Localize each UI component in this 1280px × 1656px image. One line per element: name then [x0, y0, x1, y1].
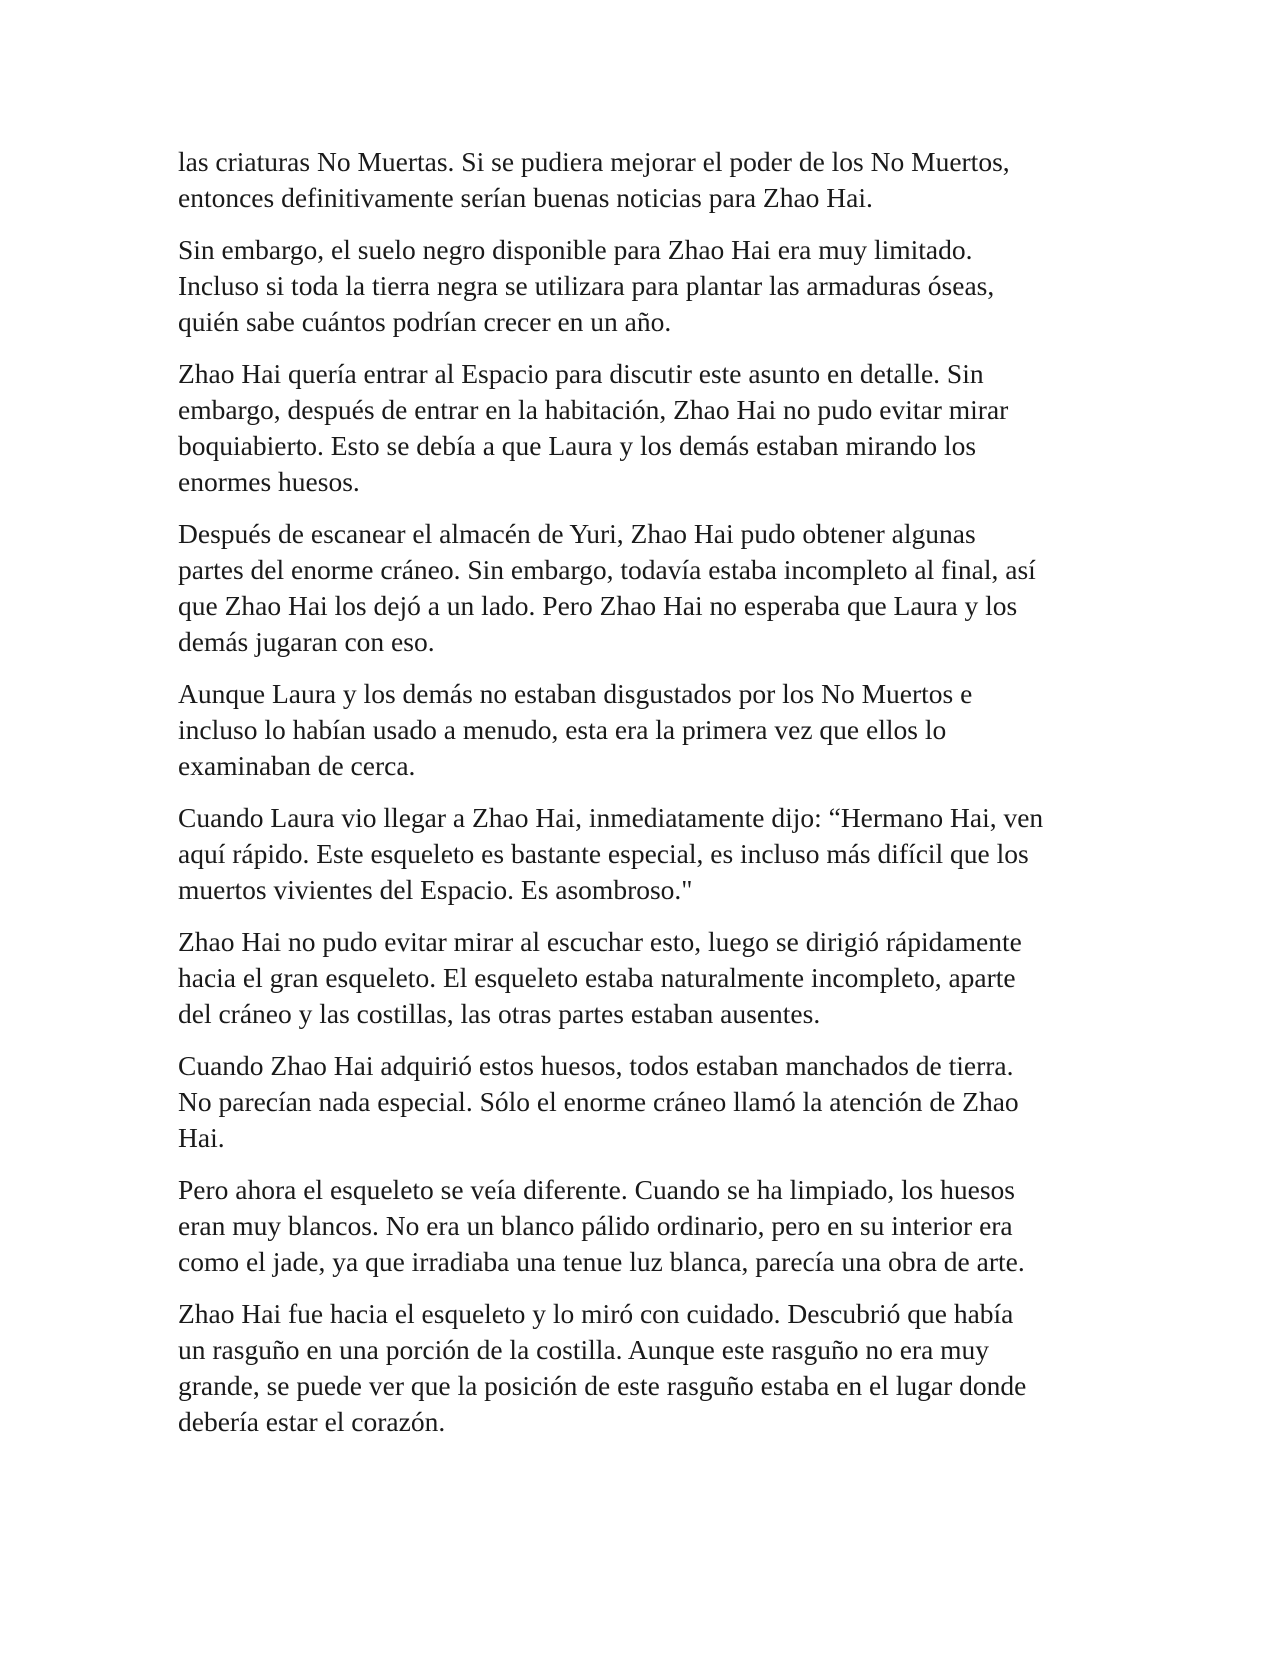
paragraph-5: Aunque Laura y los demás no estaban disgustados por los No Muertos e incluso lo habían usado a menudo, esta era la primera vez que ellos lo examinaban de cerca.: [178, 678, 973, 781]
paragraph-1: las criaturas No Muertas. Si se pudiera mejorar el poder de los No Muertos, entonces definitivamente serían buenas noticias para Zhao Hai.: [178, 146, 1010, 213]
paragraph-2: Sin embargo, el suelo negro disponible para Zhao Hai era muy limitado. Incluso si toda la tierra negra se utilizara para plantar las armaduras óseas, quién sabe cuántos podrían crecer en un año.: [178, 234, 995, 337]
paragraph-3: Zhao Hai quería entrar al Espacio para discutir este asunto en detalle. Sin embargo, después de entrar en la habitación, Zhao Hai no pudo evitar mirar boquiabierto. Esto se debía a que Laura y los demás estaban mirando los enormes huesos.: [178, 358, 1009, 497]
paragraph-7: Zhao Hai no pudo evitar mirar al escuchar esto, luego se dirigió rápidamente hacia el gran esqueleto. El esqueleto estaba naturalmente incompleto, aparte del cráneo y las costillas, las otras partes estaban ausentes.: [178, 926, 1022, 1029]
paragraph-4: Después de escanear el almacén de Yuri, Zhao Hai pudo obtener algunas partes del enorme cráneo. Sin embargo, todavía estaba incompleto al final, así que Zhao Hai los dejó a un lado. Pero Zhao Hai no esperaba que Laura y los demás jugaran con eso.: [178, 518, 1036, 657]
paragraph-6: Cuando Laura vio llegar a Zhao Hai, inmediatamente dijo: “Hermano Hai, ven aquí rápido. Este esqueleto es bastante especial, es incluso más difícil que los muertos vivientes del Espacio. Es asombroso.": [178, 802, 1044, 905]
paragraph-10: Zhao Hai fue hacia el esqueleto y lo miró con cuidado. Descubrió que había un rasguño en una porción de la costilla. Aunque este rasguño no era muy grande, se puede ver que la posición de este rasguño estaba en el lugar donde debería estar el corazón.: [178, 1298, 1027, 1437]
document-page: [178, 144, 1108, 1456]
paragraph-8: Cuando Zhao Hai adquirió estos huesos, todos estaban manchados de tierra. No parecían nada especial. Sólo el enorme cráneo llamó la atención de Zhao Hai.: [178, 1050, 1019, 1153]
paragraph-9: Pero ahora el esqueleto se veía diferente. Cuando se ha limpiado, los huesos eran muy blancos. No era un blanco pálido ordinario, pero en su interior era como el jade, ya que irradiaba una tenue luz blanca, parecía una obra de arte.: [178, 1174, 1025, 1277]
